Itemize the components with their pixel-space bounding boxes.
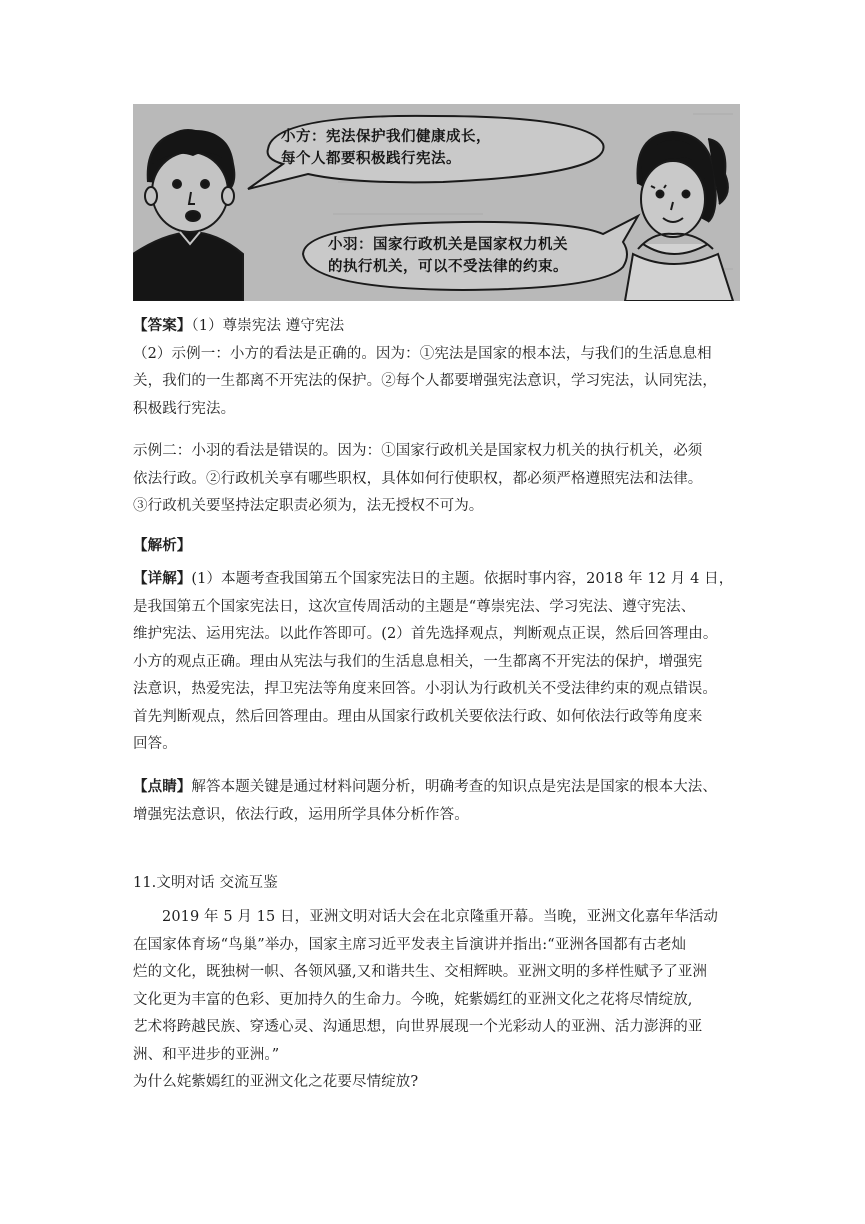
boy-figure — [133, 130, 243, 301]
answer-tag: 【答案】 — [133, 317, 192, 334]
detail-line: 法意识，热爱宪法，捍卫宪法等角度来回答。小羽认为行政机关不受法律约束的观点错误。 — [133, 681, 717, 697]
comment-section — [133, 773, 743, 829]
detail-line: 回答。 — [133, 736, 177, 752]
detail-line: 首先判断观点，然后回答理由。理由从国家行政机关要依法行政、如何依法行政等角度来 — [133, 708, 703, 725]
question-11-title — [133, 870, 743, 898]
cartoon-illustration — [133, 104, 740, 301]
detail-line: 维护宪法、运用宪法。以此作答即可。(2）首先选择观点，判断观点正误，然后回答理由。 — [133, 626, 718, 642]
material-line: 洲、和平进步的亚洲。” — [133, 1046, 280, 1063]
material-line: 2019 年 5 月 15 日，亚洲文明对话大会在北京隆重开幕。当晚，亚洲文化嘉年华活动 — [162, 909, 719, 925]
bubble-2-line-1: 小羽：国家行政机关是国家权力机关 — [328, 237, 568, 253]
answer-part2-line: （2）示例一：小方的看法是正确的。因为：①宪法是国家的根本法，与我们的生活息息相 — [133, 345, 712, 362]
example2-line: 依法行政。②行政机关享有哪些职权，具体如何行使职权，都必须严格遵照宪法和法律。 — [133, 470, 703, 487]
detail-first-line — [133, 565, 743, 594]
detail-tag: 【详解】 — [133, 570, 192, 587]
material-line: 文化更为丰富的色彩、更加持久的生命力。今晚，姹紫嫣红的亚洲文化之花将尽情绽放, — [133, 991, 693, 1008]
comment-first-text: 解答本题关键是通过材料问题分析，明确考查的知识点是宪法是国家的根本大法、 — [191, 779, 718, 795]
detail-first-text: (1）本题考查我国第五个国家宪法日的主题。依据时事内容，2018 年 12 月 4 日， — [191, 571, 734, 587]
material-line: 烂的文化，既独树一帜、各领风骚,又和谐共生、交相辉映。亚洲文明的多样性赋予了亚洲 — [133, 964, 708, 980]
material-line: 艺术将跨越民族、穿透心灵、沟通思想，向世界展现一个光彩动人的亚洲、活力澎湃的亚 — [133, 1019, 703, 1035]
answer-line-1 — [133, 312, 743, 341]
question-11-material — [133, 904, 743, 1097]
example2-line: 示例二：小羽的看法是错误的。因为：①国家行政机关是国家权力机关的执行机关，必须 — [133, 443, 703, 459]
analysis-section — [133, 532, 743, 560]
material-line: 在国家体育场“鸟巢”举办，国家主席习近平发表主旨演讲并指出:“亚洲各国都有古老灿 — [133, 936, 687, 953]
detail-section — [133, 565, 743, 759]
girl-figure — [625, 132, 733, 301]
bubble-1-line-2: 每个人都要积极践行宪法。 — [281, 151, 461, 167]
example2-line: ③行政机关要坚持法定职责必须为，法无授权不可为。 — [133, 498, 484, 514]
answer-example-2 — [133, 438, 743, 521]
detail-line: 是我国第五个国家宪法日，这次宣传周活动的主题是“尊崇宪法、学习宪法、遵守宪法、 — [133, 598, 696, 615]
question-title: 11.文明对话 交流互鉴 — [133, 875, 278, 891]
analysis-tag: 【解析】 — [133, 537, 192, 554]
answer-section — [133, 312, 743, 423]
comment-tag: 【点睛】 — [133, 778, 192, 795]
detail-line: 小方的观点正确。理由从宪法与我们的生活息息相关，一生都离不开宪法的保护，增强宪 — [133, 653, 703, 670]
bubble-2-text — [328, 234, 568, 278]
bubble-2-line-2: 的执行机关，可以不受法律的约束。 — [328, 259, 568, 275]
answer-part1: （1）尊崇宪法 遵守宪法 — [191, 318, 345, 334]
comment-line: 增强宪法意识，依法行政，运用所学具体分析作答。 — [133, 806, 469, 823]
bubble-1-line-1: 小方：宪法保护我们健康成长， — [281, 129, 491, 145]
answer-part2-line: 关，我们的一生都离不开宪法的保护。②每个人都要增强宪法意识，学习宪法，认同宪法， — [133, 373, 717, 389]
question-text: 为什么姹紫嫣红的亚洲文化之花要尽情绽放? — [133, 1074, 419, 1090]
comment-first-line — [133, 773, 743, 802]
bubble-1-text — [281, 126, 491, 170]
answer-part2-line: 积极践行宪法。 — [133, 400, 236, 417]
